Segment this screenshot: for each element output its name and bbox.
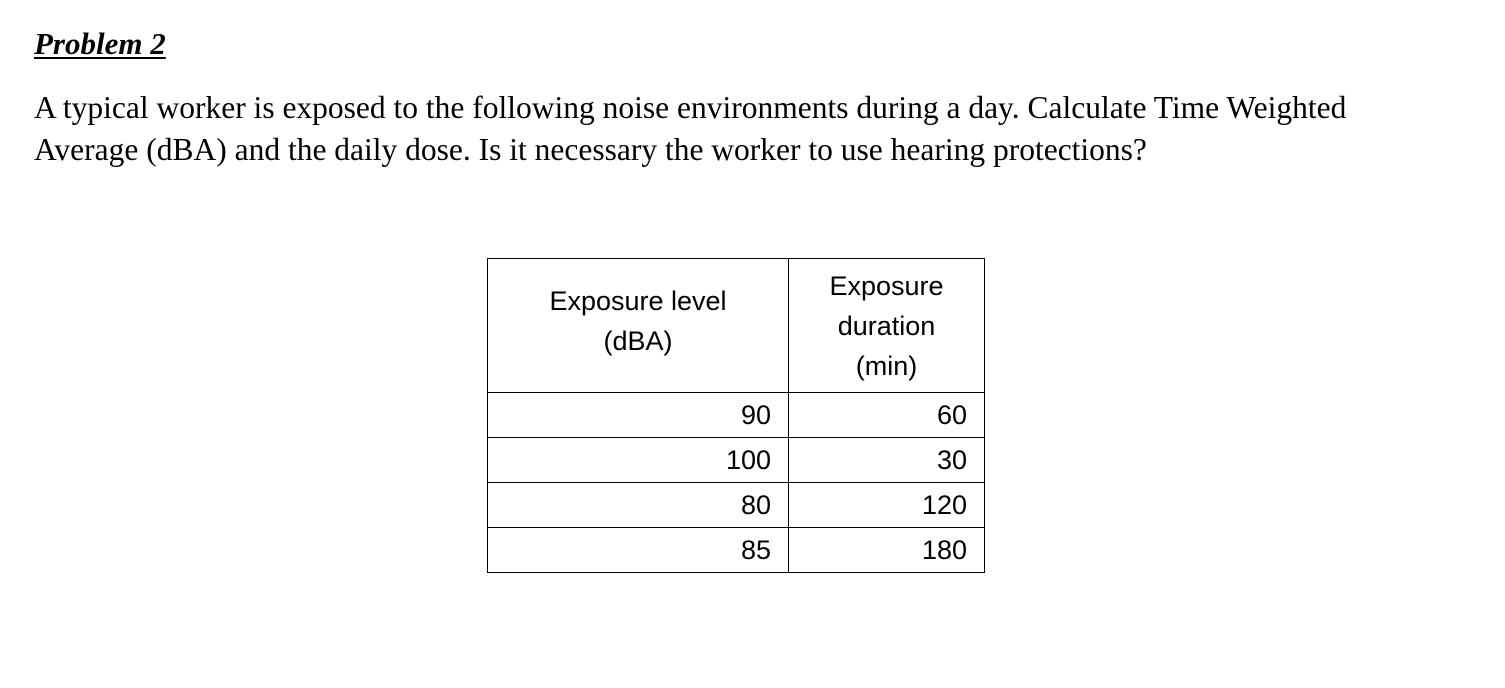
problem-statement-line-1: A typical worker is exposed to the following noise environments during a day. Calculate Time Weighted <box>34 90 1347 125</box>
header-exposure-duration <box>789 259 985 393</box>
table-header-row <box>488 259 985 393</box>
cell-exposure-duration: 180 <box>789 528 985 573</box>
problem-statement <box>34 87 1474 171</box>
cell-exposure-level: 90 <box>488 393 789 438</box>
noise-exposure-table <box>487 258 985 573</box>
header-exposure-level-line-2: (dBA) <box>603 325 673 356</box>
table-row <box>488 483 985 528</box>
table-row <box>488 393 985 438</box>
header-exposure-duration-line-3: (min) <box>855 350 918 381</box>
header-exposure-level <box>488 259 789 393</box>
header-exposure-level-line-1: Exposure level <box>549 285 727 316</box>
cell-exposure-duration: 120 <box>789 483 985 528</box>
problem-statement-line-2: Average (dBA) and the daily dose. Is it necessary the worker to use hearing protections? <box>34 132 1147 167</box>
header-exposure-duration-line-1: Exposure <box>829 270 944 301</box>
cell-exposure-level: 80 <box>488 483 789 528</box>
table-row <box>488 438 985 483</box>
problem-title: Problem 2 <box>34 26 166 61</box>
header-exposure-duration-line-2: duration <box>837 310 936 341</box>
cell-exposure-level: 85 <box>488 528 789 573</box>
cell-exposure-duration: 60 <box>789 393 985 438</box>
table-row <box>488 528 985 573</box>
cell-exposure-duration: 30 <box>789 438 985 483</box>
cell-exposure-level: 100 <box>488 438 789 483</box>
